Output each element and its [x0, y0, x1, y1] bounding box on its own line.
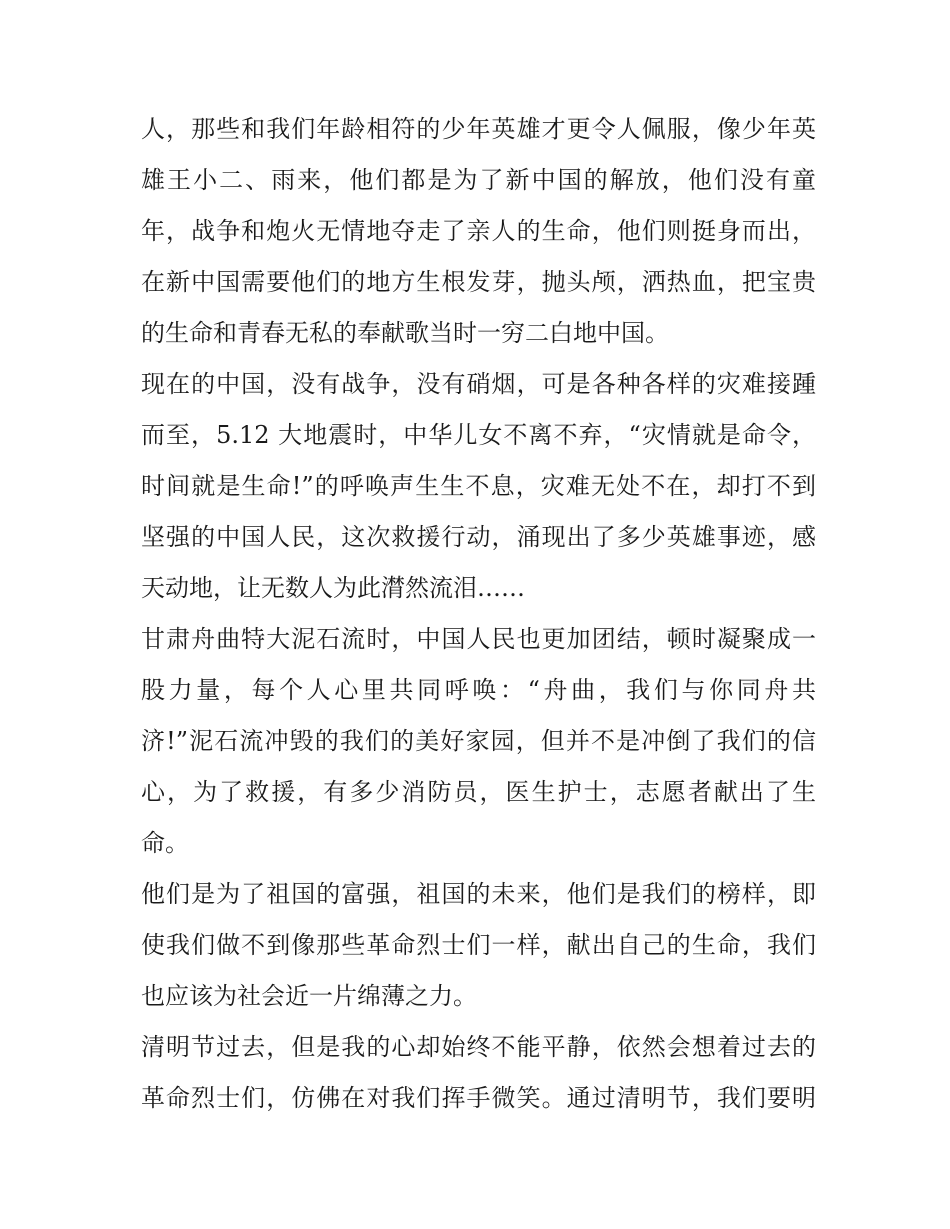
text-line: 现在的中国，没有战争，没有硝烟，可是各种各样的灾难接踵	[141, 370, 816, 398]
text-line: 他们是为了祖国的富强，祖国的未来，他们是我们的榜样，即	[141, 880, 816, 908]
text-line: 雄王小二、雨来，他们都是为了新中国的解放，他们没有童	[141, 166, 816, 194]
text-line: 心，为了救援，有多少消防员，医生护士，志愿者献出了生	[141, 778, 816, 806]
text-line: 的生命和青春无私的奉献歌当时一穷二白地中国。	[141, 319, 669, 347]
text-line: 清明节过去，但是我的心却始终不能平静，依然会想着过去的	[141, 1033, 816, 1061]
text-line: 使我们做不到像那些革命烈士们一样，献出自己的生命，我们	[141, 931, 816, 959]
text-line: 命。	[141, 829, 189, 857]
text-line: 革命烈士们，仿佛在对我们挥手微笑。通过清明节，我们要明	[141, 1084, 816, 1112]
text-line: 年，战争和炮火无情地夺走了亲人的生命，他们则挺身而出，	[141, 217, 816, 245]
text-line: 时间就是生命!”的呼唤声生生不息，灾难无处不在，却打不到	[141, 472, 816, 500]
text-line: 而至，5.12 大地震时，中华儿女不离不弃，“灾情就是命令，	[141, 421, 816, 449]
text-line: 也应该为社会近一片绵薄之力。	[141, 982, 477, 1010]
text-line: 甘肃舟曲特大泥石流时，中国人民也更加团结，顿时凝聚成一	[141, 625, 816, 653]
text-line: 股力量，每个人心里共同呼唤：“舟曲，我们与你同舟共	[141, 676, 816, 704]
text-line: 济!”泥石流冲毁的我们的美好家园，但并不是冲倒了我们的信	[141, 727, 816, 755]
text-line: 在新中国需要他们的地方生根发芽，抛头颅，洒热血，把宝贵	[141, 268, 816, 296]
text-line: 坚强的中国人民，这次救援行动，涌现出了多少英雄事迹，感	[141, 523, 816, 551]
text-line: 人，那些和我们年龄相符的少年英雄才更令人佩服，像少年英	[141, 115, 816, 143]
text-line: 天动地，让无数人为此潸然流泪……	[141, 574, 525, 602]
essay-text	[141, 104, 816, 1124]
